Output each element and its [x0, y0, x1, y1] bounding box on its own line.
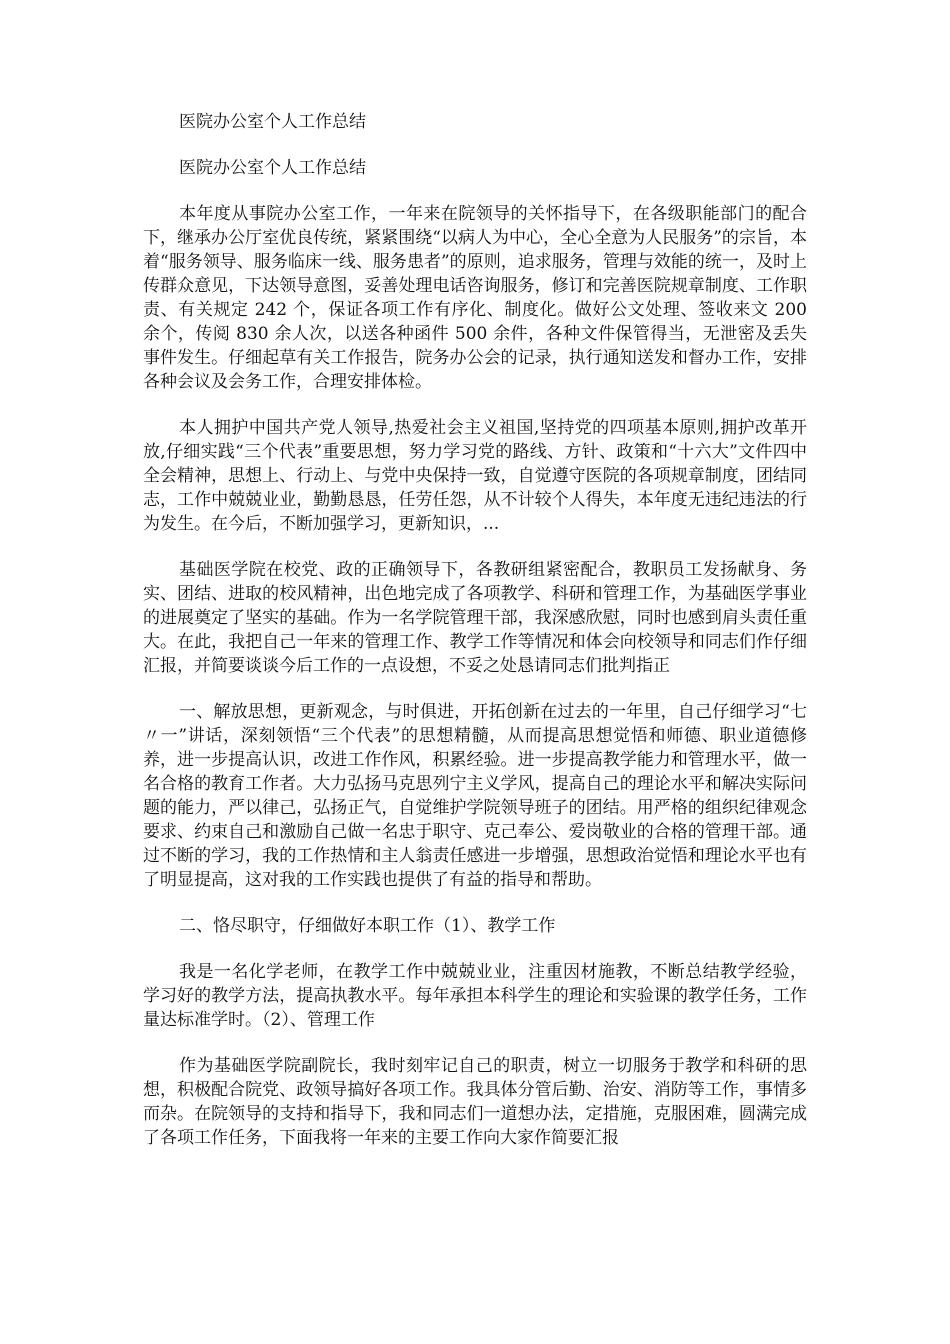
paragraph: 我是一名化学老师，在教学工作中兢兢业业，注重因材施教，不断总结教学经验，学习好的教学方法，提高执教水平。每年承担本科学生的理论和实验课的教学任务，工作量达标准学时。（2）、管理工作: [143, 962, 807, 1030]
document-title: 医院办公室个人工作总结: [179, 112, 366, 132]
paragraph: 本年度从事院办公室工作，一年来在院领导的关怀指导下，在各级职能部门的配合下，继承办公厅室优良传统，紧紧围绕“以病人为中心，全心全意为人民服务”的宗旨，本着“服务领导、服务临床一线、服务患者”的原则，追求服务，管理与效能的统一，及时上传群众意见，下达领导意图，妥善处理电话咨询服务，修订和完善医院规章制度、工作职责、有关规定 242 个，保证各项工作有序化、制度化。做好公文处理、签收来文 200 余个，传阅 830 余人次，以送各种函件 500 余件，各种文件保管得当，无泄密及丢失事件发生。仔细起草有关工作报告，院务办公会的记录，执行通知送发和督办工作，安排各种会议及会务工作，合理安排体检。: [143, 204, 807, 392]
paragraph: 基础医学院在校党、政的正确领导下，各教研组紧密配合，教职员工发扬献身、务实、团结、进取的校风精神，出色地完成了各项教学、科研和管理工作，为基础医学事业的进展奠定了坚实的基础。作为一名学院管理干部，我深感欣慰，同时也感到肩头责任重大。在此，我把自己一年来的管理工作、教学工作等情况和体会向校领导和同志们作仔细汇报，并简要谈谈今后工作的一点设想，不妥之处恳请同志们批判指正: [143, 560, 807, 676]
paragraph: 一、解放思想，更新观念，与时俱进，开拓创新在过去的一年里，自己仔细学习“七〃一”讲话，深刻领悟“三个代表”的思想精髓，从而提高思想觉悟和师德、职业道德修养，进一步提高认识，改进工作作风，积累经验。进一步提高教学能力和管理水平，做一名合格的教育工作者。大力弘扬马克思列宁主义学风，提高自己的理论水平和解决实际问题的能力，严以律己，弘扬正气，自觉维护学院领导班子的团结。用严格的组织纪律观念要求、约束自己和激励自己做一名忠于职守、克己奉公、爱岗敬业的合格的管理干部。通过不断的学习，我的工作热情和主人翁责任感进一步增强，思想政治觉悟和理论水平也有了明显提高，这对我的工作实践也提供了有益的指导和帮助。: [143, 702, 807, 890]
document-subtitle: 医院办公室个人工作总结: [179, 158, 366, 178]
paragraph: 作为基础医学院副院长，我时刻牢记自己的职责，树立一切服务于教学和科研的思想，积极配合院党、政领导搞好各项工作。我具体分管后勤、治安、消防等工作，事情多而杂。在院领导的支持和指导下，我和同志们一道想办法，定措施，克服困难，圆满完成了各项工作任务，下面我将一年来的主要工作向大家作简要汇报: [143, 1056, 807, 1148]
paragraph: 本人拥护中国共产党人领导,热爱社会主义祖国,坚持党的四项基本原则,拥护改革开放,仔细实践“三个代表”重要思想，努力学习党的路线、方针、政策和“十六大”文件四中全会精神，思想上、行动上、与党中央保持一致，自觉遵守医院的各项规章制度，团结同志，工作中兢兢业业，勤勤恳恳，任劳任怨，从不计较个人得失，本年度无违纪违法的行为发生。在今后，不断加强学习，更新知识，...: [143, 418, 807, 534]
section-heading: 二、恪尽职守，仔细做好本职工作（1）、教学工作: [179, 916, 556, 936]
document-page: [143, 110, 807, 1172]
